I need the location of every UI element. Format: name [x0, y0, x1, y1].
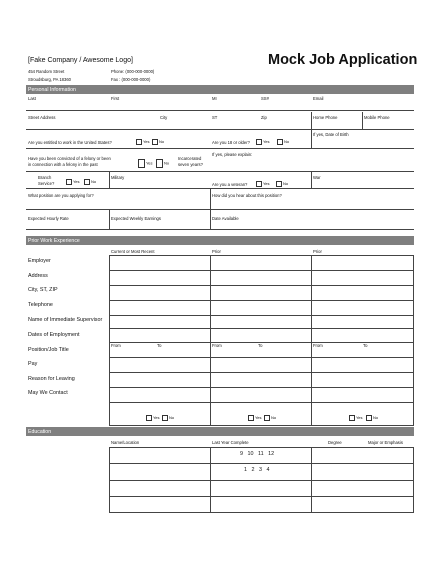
entitled-yes-checkbox[interactable]: Yes	[136, 139, 150, 145]
edu-col-major: Major or Emphasis	[368, 440, 403, 445]
row-position-title: Position/Job Title	[28, 347, 69, 353]
company-phone: Phone: (000-000-0000)	[111, 69, 155, 74]
from-label-2: From	[212, 343, 222, 348]
contact-no-checkbox-1[interactable]: No	[162, 415, 174, 421]
work-col-prior-2: Prior	[313, 249, 322, 254]
to-label-2: To	[258, 343, 263, 348]
education-header: Education	[26, 427, 414, 436]
contact-no-checkbox-3[interactable]: No	[366, 415, 378, 421]
to-label-1: To	[157, 343, 162, 348]
edu-col-name-location: Name/Location	[111, 440, 140, 445]
contact-no-checkbox-2[interactable]: No	[264, 415, 276, 421]
row-pay: Pay	[28, 361, 38, 367]
work-experience-header: Prior Work Experience	[26, 236, 414, 245]
street-address-field[interactable]: Street Address	[28, 115, 56, 120]
row-supervisor: Name of Immediate Supervisor	[28, 317, 103, 323]
branch-no-checkbox[interactable]: No	[84, 179, 96, 185]
felony-no-checkbox[interactable]: No	[156, 159, 169, 168]
ssn-field[interactable]: SS#	[261, 96, 269, 101]
contact-yes-checkbox-2[interactable]: Yes	[248, 415, 262, 421]
row-telephone: Telephone	[28, 302, 53, 308]
veteran-yes-checkbox[interactable]: Yes	[256, 181, 270, 187]
last-name-field[interactable]: Last	[28, 96, 36, 101]
work-col-current: Current or Most Recent	[111, 249, 155, 254]
hourly-rate-field[interactable]: Expected Hourly Rate	[28, 216, 69, 221]
row-address: Address	[28, 273, 48, 279]
incarcerated-label: Incarcerated seven years?	[178, 156, 203, 168]
email-field[interactable]: Email	[313, 96, 324, 101]
military-field[interactable]: Military	[111, 175, 125, 180]
company-city: Stroudsburg, PA 18360	[28, 77, 71, 82]
row-reason-for-leaving: Reason for Leaving	[28, 376, 75, 382]
entitled-no-checkbox[interactable]: No	[152, 139, 164, 145]
zip-field[interactable]: Zip	[261, 115, 267, 120]
felony-label: Have you been convicted of a felony or been in connection with a felony in the past	[28, 156, 111, 168]
branch-yes-checkbox[interactable]: Yes	[66, 179, 80, 185]
branch-label: Branch Service?	[38, 175, 55, 187]
company-street: 454 Random Street	[28, 69, 65, 74]
company-name: [Fake Company / Awesome Logo]	[28, 57, 133, 64]
felony-yes-checkbox[interactable]: Yes	[138, 159, 153, 168]
entitled-label: Are you entitled to work in the United States?	[28, 140, 112, 145]
mobile-phone-field[interactable]: Mobile Phone	[364, 115, 390, 120]
contact-yes-checkbox-1[interactable]: Yes	[146, 415, 160, 421]
city-field[interactable]: City	[160, 115, 168, 120]
weekly-earnings-field[interactable]: Expected Weekly Earnings	[111, 216, 161, 221]
veteran-label: Are you a veteran?	[212, 182, 248, 187]
edu-col-last-year: Last Year Complete	[212, 440, 249, 445]
felony-explain-field[interactable]: If yes, please explain:	[212, 152, 253, 157]
date-available-field[interactable]: Date Available	[212, 216, 239, 221]
age-no-checkbox[interactable]: No	[277, 139, 289, 145]
from-label-1: From	[111, 343, 121, 348]
hear-field[interactable]: How did you hear about this position?	[212, 193, 282, 198]
row-may-we-contact: May We Contact	[28, 390, 68, 396]
veteran-no-checkbox[interactable]: No	[276, 181, 288, 187]
personal-info-header: Personal Information	[26, 85, 414, 94]
war-field[interactable]: War	[313, 175, 321, 180]
to-label-3: To	[363, 343, 368, 348]
mi-field[interactable]: MI	[212, 96, 217, 101]
work-col-prior-1: Prior	[212, 249, 221, 254]
contact-yes-checkbox-3[interactable]: Yes	[349, 415, 363, 421]
dob-field[interactable]: If yes, Date of Birth	[313, 132, 349, 137]
age-yes-checkbox[interactable]: Yes	[256, 139, 270, 145]
company-fax: Fax : (000-000-0000)	[111, 77, 151, 82]
edu-col-degree: Degree	[328, 440, 342, 445]
state-field[interactable]: ST	[212, 115, 218, 120]
home-phone-field[interactable]: Home Phone	[313, 115, 338, 120]
age-label: Are you 18 or older?	[212, 140, 250, 145]
position-field[interactable]: What position are you applying for?	[28, 193, 94, 198]
hs-years[interactable]: 9 10 11 12	[240, 451, 275, 457]
row-dates-of-employment: Dates of Employment	[28, 332, 80, 338]
college-years[interactable]: 1 2 3 4	[244, 467, 270, 473]
first-name-field[interactable]: First	[111, 96, 120, 101]
from-label-3: From	[313, 343, 323, 348]
row-employer: Employer	[28, 258, 51, 264]
page-title: Mock Job Application	[268, 52, 418, 68]
row-city-st-zip: City, ST, ZIP	[28, 287, 58, 293]
